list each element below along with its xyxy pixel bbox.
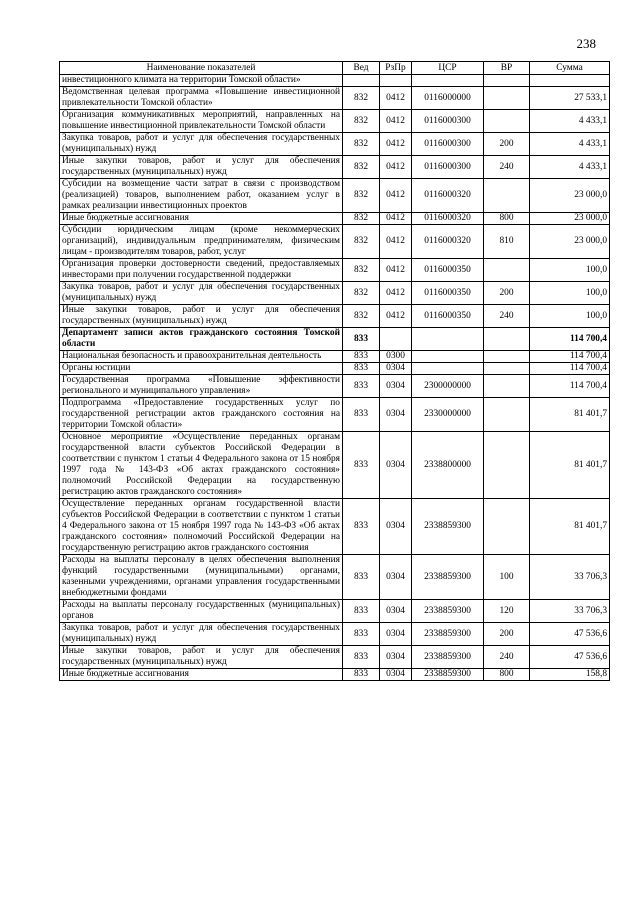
cell-csr: 2338859300 [412, 646, 484, 669]
cell-csr: 2300000000 [412, 375, 484, 398]
cell-vr: 200 [484, 282, 530, 305]
cell-vr [484, 375, 530, 398]
cell-name: Расходы на выплаты персоналу государственных (муниципальных) органов [60, 600, 343, 623]
cell-ved: 833 [343, 328, 380, 351]
table-row [60, 305, 610, 328]
cell-csr: 0116000350 [412, 282, 484, 305]
cell-ved: 833 [343, 363, 380, 375]
cell-sum: 114 700,4 [530, 363, 610, 375]
cell-vr [484, 75, 530, 87]
cell-ved: 832 [343, 259, 380, 282]
cell-sum: 100,0 [530, 259, 610, 282]
cell-rzpr: 0304 [380, 669, 412, 681]
cell-sum: 81 401,7 [530, 432, 610, 499]
table-row [60, 623, 610, 646]
cell-vr [484, 432, 530, 499]
cell-sum: 4 433,1 [530, 133, 610, 156]
table-row [60, 259, 610, 282]
cell-name: Иные закупки товаров, работ и услуг для обеспечения государственных (муниципальных) нужд [60, 305, 343, 328]
cell-csr [412, 363, 484, 375]
cell-rzpr: 0300 [380, 351, 412, 363]
cell-name: Основное мероприятие «Осуществление переданных органам государственной власти субъектов Российской Федерации в соответствии с пунктом 1 статьи 4 Федерального закона от 15 ноября 1997 года № 143-ФЗ «Об актах гражданского состояния» полномочий Российской Федерации на государственную регистрацию актов гражданского состояния» [60, 432, 343, 499]
cell-sum: 158,8 [530, 669, 610, 681]
cell-sum: 23 000,0 [530, 179, 610, 213]
table-row [60, 499, 610, 555]
cell-csr: 0116000300 [412, 133, 484, 156]
cell-ved: 833 [343, 398, 380, 432]
table-header [60, 62, 610, 75]
cell-name: Закупка товаров, работ и услуг для обеспечения государственных (муниципальных) нужд [60, 282, 343, 305]
cell-name: Подпрограмма «Предоставление государственных услуг по государственной регистрации актов гражданского состояния на территории Томской области» [60, 398, 343, 432]
table-row [60, 328, 610, 351]
cell-rzpr: 0304 [380, 646, 412, 669]
cell-vr: 240 [484, 156, 530, 179]
cell-vr [484, 351, 530, 363]
cell-ved: 833 [343, 555, 380, 600]
cell-name: Иные закупки товаров, работ и услуг для обеспечения государственных (муниципальных) нужд [60, 646, 343, 669]
cell-sum: 114 700,4 [530, 351, 610, 363]
cell-rzpr: 0412 [380, 156, 412, 179]
header-rzpr: РзПр [380, 62, 412, 75]
cell-sum: 81 401,7 [530, 499, 610, 555]
cell-name: Организация проверки достоверности сведений, предоставляемых инвесторами при получении государственной поддержки [60, 259, 343, 282]
cell-sum [530, 75, 610, 87]
cell-vr [484, 328, 530, 351]
header-ved: Вед [343, 62, 380, 75]
cell-ved: 832 [343, 213, 380, 225]
cell-csr: 2338859300 [412, 499, 484, 555]
header-sum: Сумма [530, 62, 610, 75]
cell-name: Иные закупки товаров, работ и услуг для обеспечения государственных (муниципальных) нужд [60, 156, 343, 179]
cell-sum: 23 000,0 [530, 225, 610, 259]
cell-vr: 800 [484, 669, 530, 681]
cell-name: Субсидии юридическим лицам (кроме некоммерческих организаций), индивидуальным предпринимателям, физическим лицам - производителям товаров, работ, услуг [60, 225, 343, 259]
cell-ved: 832 [343, 110, 380, 133]
cell-vr [484, 398, 530, 432]
table-row [60, 87, 610, 110]
cell-ved: 833 [343, 432, 380, 499]
cell-csr [412, 351, 484, 363]
cell-csr: 0116000320 [412, 225, 484, 259]
cell-csr: 2338859300 [412, 669, 484, 681]
cell-name: Иные бюджетные ассигнования [60, 669, 343, 681]
cell-ved: 832 [343, 179, 380, 213]
cell-ved: 833 [343, 669, 380, 681]
cell-sum: 33 706,3 [530, 555, 610, 600]
cell-rzpr: 0304 [380, 398, 412, 432]
cell-vr [484, 363, 530, 375]
cell-sum: 27 533,1 [530, 87, 610, 110]
cell-csr: 2338800000 [412, 432, 484, 499]
cell-sum: 4 433,1 [530, 156, 610, 179]
cell-vr: 240 [484, 646, 530, 669]
cell-rzpr: 0412 [380, 305, 412, 328]
cell-ved: 832 [343, 225, 380, 259]
cell-ved: 832 [343, 133, 380, 156]
cell-ved: 832 [343, 156, 380, 179]
table-row [60, 282, 610, 305]
cell-ved: 833 [343, 646, 380, 669]
cell-rzpr: 0412 [380, 213, 412, 225]
cell-sum: 81 401,7 [530, 398, 610, 432]
cell-rzpr: 0412 [380, 110, 412, 133]
cell-csr: 0116000350 [412, 259, 484, 282]
cell-rzpr: 0412 [380, 225, 412, 259]
cell-csr: 0116000320 [412, 179, 484, 213]
cell-rzpr: 0304 [380, 600, 412, 623]
cell-vr: 120 [484, 600, 530, 623]
cell-name: Ведомственная целевая программа «Повышение инвестиционной привлекательности Томской области» [60, 87, 343, 110]
table-body [60, 75, 610, 681]
cell-csr: 2330000000 [412, 398, 484, 432]
cell-name: инвестиционного климата на территории Томской области» [60, 75, 343, 87]
cell-ved [343, 75, 380, 87]
cell-rzpr: 0412 [380, 133, 412, 156]
header-vr: ВР [484, 62, 530, 75]
table-row [60, 600, 610, 623]
cell-vr: 200 [484, 623, 530, 646]
cell-name: Расходы на выплаты персоналу в целях обеспечения выполнения функций государственными (муниципальными) органами, казенными учреждениями, органами управления государственными внебюджетными фондами [60, 555, 343, 600]
cell-name: Государственная программа «Повышение эффективности регионального и муниципального управления» [60, 375, 343, 398]
cell-name: Иные бюджетные ассигнования [60, 213, 343, 225]
cell-sum: 100,0 [530, 305, 610, 328]
cell-ved: 833 [343, 375, 380, 398]
table-row [60, 555, 610, 600]
cell-rzpr: 0412 [380, 259, 412, 282]
cell-name: Департамент записи актов гражданского состояния Томской области [60, 328, 343, 351]
cell-vr: 200 [484, 133, 530, 156]
cell-rzpr [380, 328, 412, 351]
table-row [60, 375, 610, 398]
cell-ved: 832 [343, 282, 380, 305]
cell-rzpr: 0412 [380, 179, 412, 213]
cell-csr: 0116000000 [412, 87, 484, 110]
cell-rzpr [380, 75, 412, 87]
cell-rzpr: 0304 [380, 499, 412, 555]
cell-name: Закупка товаров, работ и услуг для обеспечения государственных (муниципальных) нужд [60, 133, 343, 156]
table-row [60, 432, 610, 499]
cell-csr: 0116000300 [412, 156, 484, 179]
header-name: Наименование показателей [60, 62, 343, 75]
cell-name: Органы юстиции [60, 363, 343, 375]
cell-sum: 47 536,6 [530, 623, 610, 646]
table-row [60, 669, 610, 681]
table-row [60, 110, 610, 133]
cell-name: Осуществление переданных органам государственной власти субъектов Российской Федерации в соответствии с пунктом 1 статьи 4 Федерального закона от 15 ноября 1997 года № 143-ФЗ «Об актах гражданского состояния» полномочий Российской Федерации на государственную регистрацию актов гражданского состояния [60, 499, 343, 555]
table-row [60, 225, 610, 259]
cell-name: Закупка товаров, работ и услуг для обеспечения государственных (муниципальных) нужд [60, 623, 343, 646]
cell-ved: 832 [343, 87, 380, 110]
cell-csr: 2338859300 [412, 555, 484, 600]
cell-sum: 114 700,4 [530, 328, 610, 351]
cell-vr [484, 259, 530, 282]
cell-csr: 2338859300 [412, 623, 484, 646]
cell-rzpr: 0304 [380, 623, 412, 646]
cell-rzpr: 0412 [380, 87, 412, 110]
table-row [60, 363, 610, 375]
cell-sum: 47 536,6 [530, 646, 610, 669]
cell-vr [484, 87, 530, 110]
cell-csr: 0116000320 [412, 213, 484, 225]
cell-ved: 832 [343, 305, 380, 328]
cell-rzpr: 0304 [380, 375, 412, 398]
cell-csr [412, 328, 484, 351]
cell-sum: 100,0 [530, 282, 610, 305]
cell-rzpr: 0412 [380, 282, 412, 305]
table-row [60, 646, 610, 669]
table-row [60, 133, 610, 156]
cell-rzpr: 0304 [380, 363, 412, 375]
cell-name: Субсидии на возмещение части затрат в связи с производством (реализацией) товаров, выполнением работ, оказанием услуг в рамках реализации инвестиционных проектов [60, 179, 343, 213]
cell-vr [484, 110, 530, 133]
cell-name: Организация коммуникативных мероприятий, направленных на повышение инвестиционной привлекательности Томской области [60, 110, 343, 133]
cell-ved: 833 [343, 351, 380, 363]
cell-vr: 100 [484, 555, 530, 600]
cell-csr: 2338859300 [412, 600, 484, 623]
cell-sum: 23 000,0 [530, 213, 610, 225]
cell-vr: 810 [484, 225, 530, 259]
cell-name: Национальная безопасность и правоохранительная деятельность [60, 351, 343, 363]
cell-vr: 240 [484, 305, 530, 328]
cell-vr [484, 179, 530, 213]
cell-sum: 33 706,3 [530, 600, 610, 623]
cell-ved: 833 [343, 623, 380, 646]
cell-csr: 0116000350 [412, 305, 484, 328]
header-csr: ЦСР [412, 62, 484, 75]
table-row [60, 156, 610, 179]
table-row [60, 213, 610, 225]
cell-rzpr: 0304 [380, 555, 412, 600]
table-row [60, 351, 610, 363]
table-row [60, 398, 610, 432]
cell-rzpr: 0304 [380, 432, 412, 499]
cell-ved: 833 [343, 600, 380, 623]
cell-ved: 833 [343, 499, 380, 555]
cell-vr [484, 499, 530, 555]
page-number: 238 [576, 36, 596, 51]
cell-sum: 4 433,1 [530, 110, 610, 133]
table-row [60, 179, 610, 213]
cell-vr: 800 [484, 213, 530, 225]
cell-sum: 114 700,4 [530, 375, 610, 398]
table-row [60, 75, 610, 87]
cell-csr [412, 75, 484, 87]
cell-csr: 0116000300 [412, 110, 484, 133]
budget-table [59, 61, 610, 681]
